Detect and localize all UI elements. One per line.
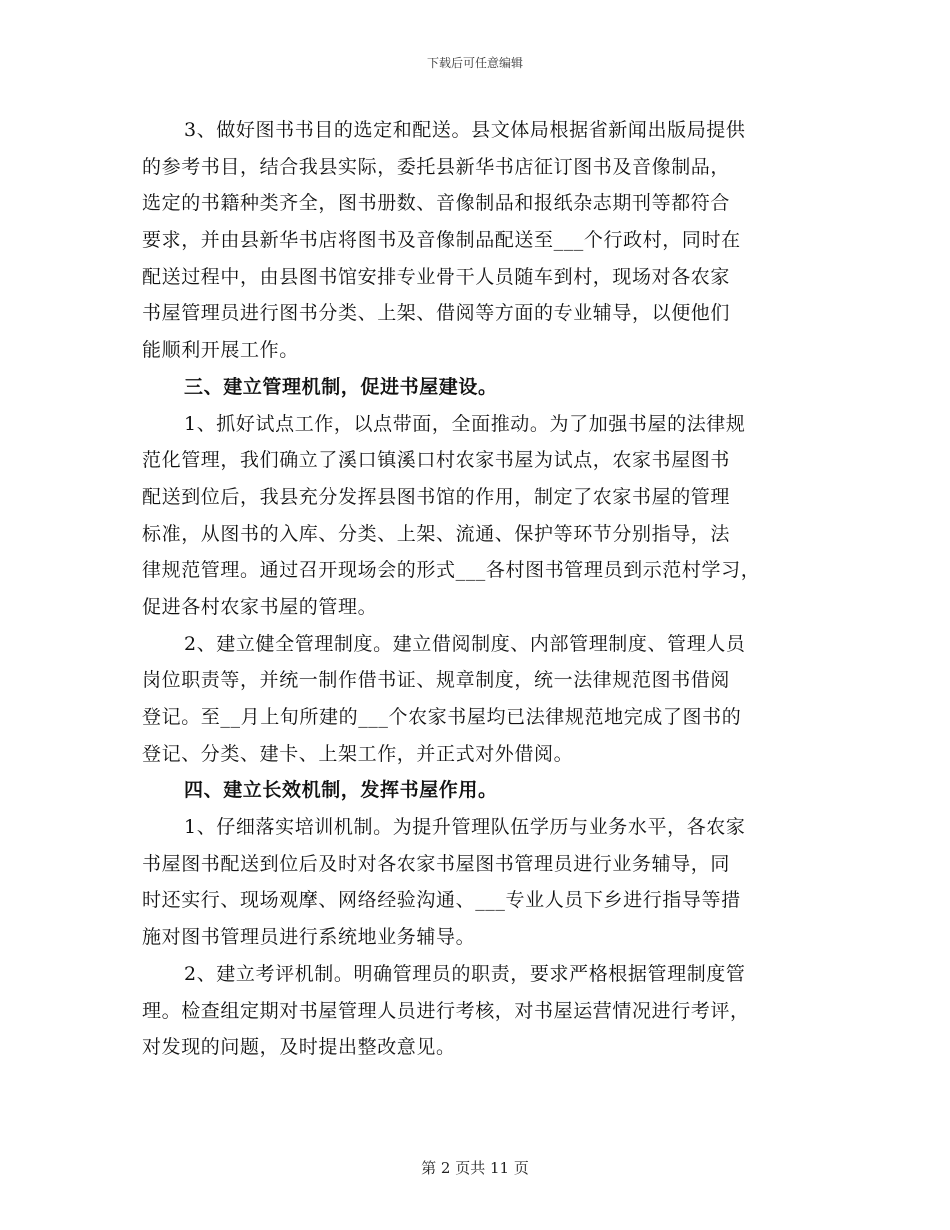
section-heading: 三、建立管理机制，促进书屋建设。 — [184, 375, 498, 398]
text-line: 理。检查组定期对书屋管理人员进行考核，对书屋运营情况进行考评， — [142, 999, 750, 1022]
text-line: 律规范管理。通过召开现场会的形式___各村图书管理员到示范村学习， — [142, 559, 761, 582]
text-line: 标准，从图书的入库、分类、上架、流通、保护等环节分别指导，法 — [142, 522, 731, 545]
document-body — [142, 112, 812, 1066]
text-line: 配送到位后，我县充分发挥县图书馆的作用，制定了农家书屋的管理 — [142, 485, 731, 508]
text-line: 配送过程中，由县图书馆安排专业骨干人员随车到村，现场对各农家 — [142, 265, 731, 288]
page-footer: 第 2 页共 11 页 — [421, 1159, 529, 1177]
text-line: 促进各村农家书屋的管理。 — [142, 595, 378, 618]
text-line: 1、抓好试点工作，以点带面，全面推动。为了加强书屋的法律规 — [184, 412, 746, 435]
text-line: 要求，并由县新华书店将图书及音像制品配送至___个行政村，同时在 — [142, 229, 741, 252]
text-line: 选定的书籍种类齐全，图书册数、音像制品和报纸杂志期刊等都符合 — [142, 192, 731, 215]
text-line: 能顺利开展工作。 — [142, 339, 299, 362]
text-line: 2、建立健全管理制度。建立借阅制度、内部管理制度、管理人员 — [184, 632, 746, 655]
page-header: 下载后可任意编辑 — [426, 56, 523, 70]
text-line: 范化管理，我们确立了溪口镇溪口村农家书屋为试点，农家书屋图书 — [142, 449, 731, 472]
text-line: 登记。至__月上旬所建的___个农家书屋均已法律规范地完成了图书的 — [142, 706, 742, 728]
text-line: 3、做好图书书目的选定和配送。县文体局根据省新闻出版局提供 — [184, 119, 746, 141]
text-line: 1、仔细落实培训机制。为提升管理队伍学历与业务水平，各农家 — [184, 816, 746, 839]
text-line: 书屋图书配送到位后及时对各农家书屋图书管理员进行业务辅导，同 — [142, 852, 731, 875]
section-heading: 四、建立长效机制，发挥书屋作用。 — [184, 779, 498, 802]
text-line: 登记、分类、建卡、上架工作，并正式对外借阅。 — [142, 742, 574, 765]
text-line: 的参考书目，结合我县实际，委托县新华书店征订图书及音像制品， — [142, 155, 731, 178]
text-line: 对发现的问题，及时提出整改意见。 — [142, 1036, 456, 1059]
text-line: 书屋管理员进行图书分类、上架、借阅等方面的专业辅导，以便他们 — [142, 302, 731, 325]
text-line: 岗位职责等，并统一制作借书证、规章制度，统一法律规范图书借阅 — [142, 669, 731, 692]
text-line: 施对图书管理员进行系统地业务辅导。 — [142, 926, 476, 949]
text-line: 时还实行、现场观摩、网络经验沟通、___专业人员下乡进行指导等措 — [142, 889, 741, 912]
text-line: 2、建立考评机制。明确管理员的职责，要求严格根据管理制度管 — [184, 962, 746, 985]
